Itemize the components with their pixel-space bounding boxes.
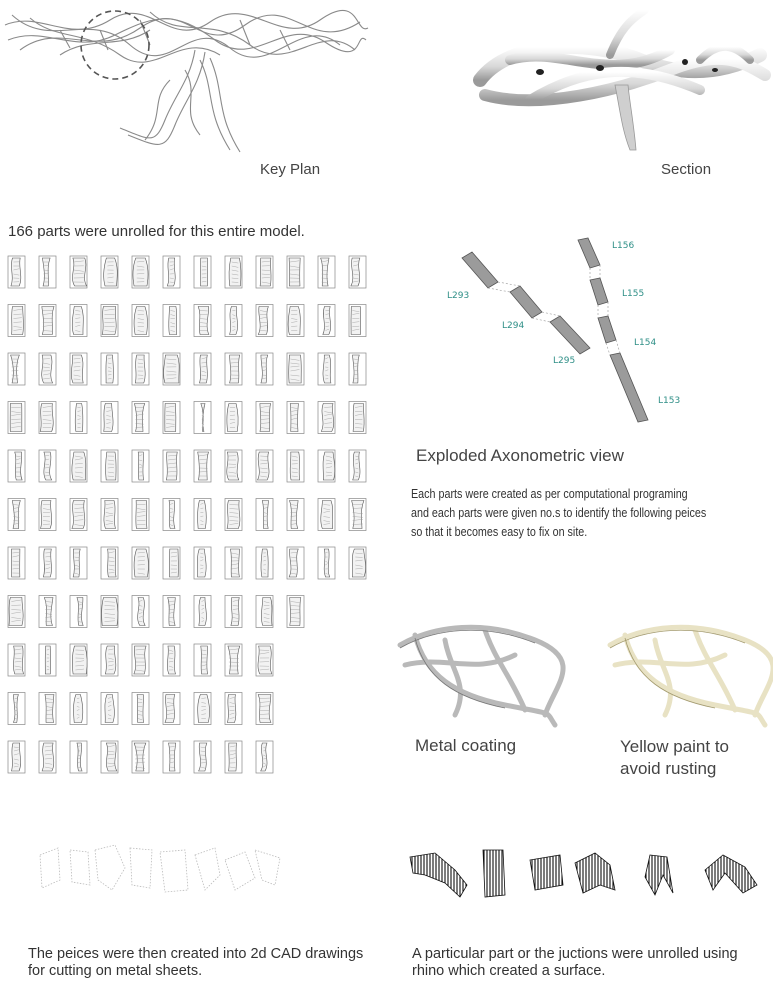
unrolled-part-thumbnail — [256, 256, 273, 288]
exploded-axonometric-drawing — [420, 230, 720, 430]
unrolled-part-thumbnail — [287, 596, 304, 628]
unrolled-part-thumbnail — [8, 353, 25, 385]
unrolled-part-thumbnail — [8, 499, 25, 531]
yellow-paint-caption-line: Yellow paint to — [620, 737, 730, 756]
metal-coating-render — [395, 615, 560, 730]
yellow-paint-caption-line: avoid rusting — [620, 759, 717, 778]
unrolled-part-thumbnail — [163, 741, 180, 773]
unrolled-part-thumbnail — [256, 305, 273, 337]
unrolled-part-thumbnail — [8, 596, 25, 628]
unrolled-part-thumbnail — [225, 741, 242, 773]
section-render — [470, 0, 770, 160]
unroll-caption-line: A particular part or the juctions were unrolled using — [412, 946, 738, 962]
unrolled-part-thumbnail — [318, 547, 335, 579]
unrolled-part-thumbnail — [225, 547, 242, 579]
unrolled-part-thumbnail — [101, 693, 118, 725]
exploded-description-line: so that it becomes easy to fix on site. — [411, 525, 588, 539]
unrolled-part-thumbnail — [287, 256, 304, 288]
unrolled-part-thumbnail — [101, 402, 118, 434]
unrolled-part-thumbnail — [318, 402, 335, 434]
unrolled-part-thumbnail — [39, 547, 56, 579]
metal-coating-caption: Metal coating — [415, 736, 517, 755]
yellow-paint-caption — [620, 736, 729, 780]
unrolled-part-thumbnail — [349, 402, 366, 434]
unrolled-part-thumbnail — [225, 596, 242, 628]
unrolled-part-thumbnail — [70, 596, 87, 628]
unrolled-part-thumbnail — [256, 353, 273, 385]
unrolled-part-thumbnail — [287, 450, 304, 482]
unrolled-part-thumbnail — [39, 256, 56, 288]
unrolled-part-thumbnail — [163, 256, 180, 288]
unrolled-part-thumbnail — [39, 596, 56, 628]
unrolled-part-thumbnail — [163, 499, 180, 531]
unrolled-part-thumbnail — [101, 644, 118, 676]
unrolled-part-thumbnail — [101, 741, 118, 773]
key-plan-drawing — [0, 0, 370, 160]
unrolled-part-thumbnail — [225, 256, 242, 288]
unrolled-part-thumbnail — [8, 305, 25, 337]
unrolled-part-thumbnail — [256, 741, 273, 773]
unrolled-part-thumbnail — [8, 644, 25, 676]
unrolled-part-thumbnail — [194, 596, 211, 628]
unrolled-part-thumbnail — [287, 353, 304, 385]
unrolled-part-thumbnail — [39, 402, 56, 434]
unrolled-part-thumbnail — [256, 547, 273, 579]
unrolled-part-thumbnail — [70, 644, 87, 676]
unrolled-part-thumbnail — [163, 693, 180, 725]
yellow-paint-render — [605, 615, 770, 730]
unrolled-part-thumbnail — [225, 644, 242, 676]
unrolled-part-thumbnail — [70, 499, 87, 531]
unrolled-part-thumbnail — [163, 644, 180, 676]
unrolled-part-thumbnail — [349, 305, 366, 337]
unrolled-part-thumbnail — [163, 596, 180, 628]
unrolled-part-thumbnail — [8, 741, 25, 773]
unrolled-part-thumbnail — [132, 402, 149, 434]
unroll-caption — [412, 946, 738, 980]
parts-intro-text: 166 parts were unrolled for this entire model. — [8, 223, 305, 240]
unrolled-part-thumbnail — [101, 305, 118, 337]
unrolled-part-thumbnail — [225, 693, 242, 725]
unrolled-part-thumbnail — [194, 741, 211, 773]
unrolled-part-thumbnail — [318, 305, 335, 337]
unrolled-part-thumbnail — [132, 644, 149, 676]
cad-caption-line: for cutting on metal sheets. — [28, 963, 203, 979]
unrolled-part-thumbnail — [194, 644, 211, 676]
unrolled-part-thumbnail — [194, 693, 211, 725]
unrolled-part-thumbnail — [163, 547, 180, 579]
unrolled-surfaces-drawing — [405, 845, 765, 905]
unrolled-part-thumbnail — [194, 353, 211, 385]
exploded-description — [411, 485, 706, 542]
unrolled-part-thumbnail — [132, 353, 149, 385]
unrolled-part-thumbnail — [101, 499, 118, 531]
unrolled-part-thumbnail — [70, 305, 87, 337]
label-l154: L154 — [634, 338, 657, 348]
unrolled-part-thumbnail — [70, 450, 87, 482]
unrolled-part-thumbnail — [349, 547, 366, 579]
unrolled-part-thumbnail — [101, 596, 118, 628]
unrolled-part-thumbnail — [225, 305, 242, 337]
label-l156: L156 — [612, 241, 635, 251]
unrolled-part-thumbnail — [70, 353, 87, 385]
cad-caption — [28, 946, 363, 980]
unrolled-part-thumbnail — [101, 450, 118, 482]
unrolled-part-thumbnail — [287, 547, 304, 579]
unrolled-part-thumbnail — [256, 499, 273, 531]
unrolled-part-thumbnail — [163, 305, 180, 337]
unrolled-part-thumbnail — [70, 402, 87, 434]
unrolled-part-thumbnail — [39, 644, 56, 676]
unrolled-part-thumbnail — [256, 450, 273, 482]
unrolled-part-thumbnail — [194, 499, 211, 531]
unrolled-part-thumbnail — [287, 305, 304, 337]
unrolled-part-thumbnail — [132, 450, 149, 482]
label-l293: L293 — [447, 291, 470, 301]
unrolled-part-thumbnail — [318, 256, 335, 288]
unrolled-part-thumbnail — [39, 741, 56, 773]
unrolled-part-thumbnail — [349, 499, 366, 531]
unrolled-part-thumbnail — [132, 596, 149, 628]
unrolled-part-thumbnail — [132, 741, 149, 773]
key-plan-caption: Key Plan — [260, 161, 321, 178]
unrolled-part-thumbnail — [225, 450, 242, 482]
unrolled-part-thumbnail — [70, 547, 87, 579]
unrolled-part-thumbnail — [256, 402, 273, 434]
unrolled-part-thumbnail — [8, 256, 25, 288]
unrolled-part-thumbnail — [132, 693, 149, 725]
cad-pieces-drawing — [30, 840, 290, 900]
unrolled-part-thumbnail — [8, 547, 25, 579]
unrolled-part-thumbnail — [39, 450, 56, 482]
unrolled-part-thumbnail — [318, 353, 335, 385]
unrolled-part-thumbnail — [287, 402, 304, 434]
unrolled-part-thumbnail — [256, 693, 273, 725]
unrolled-part-thumbnail — [8, 450, 25, 482]
unrolled-part-thumbnail — [39, 693, 56, 725]
unrolled-part-thumbnail — [318, 450, 335, 482]
exploded-description-line: and each parts were given no.s to identify the following peices — [411, 506, 707, 520]
unrolled-part-thumbnail — [225, 353, 242, 385]
unrolled-part-thumbnail — [349, 256, 366, 288]
section-caption: Section — [661, 161, 712, 178]
unrolled-part-thumbnail — [39, 305, 56, 337]
unrolled-part-thumbnail — [132, 499, 149, 531]
unrolled-part-thumbnail — [256, 644, 273, 676]
unrolled-part-thumbnail — [101, 256, 118, 288]
cad-caption-line: The peices were then created into 2d CAD drawings — [28, 946, 364, 962]
unrolled-part-thumbnail — [256, 596, 273, 628]
unrolled-part-thumbnail — [8, 693, 25, 725]
unrolled-part-thumbnail — [163, 450, 180, 482]
unrolled-part-thumbnail — [70, 256, 87, 288]
unrolled-part-thumbnail — [318, 499, 335, 531]
unrolled-part-thumbnail — [349, 450, 366, 482]
exploded-title: Exploded Axonometric view — [416, 446, 624, 465]
unrolled-part-thumbnail — [101, 547, 118, 579]
unrolled-part-thumbnail — [287, 499, 304, 531]
unrolled-part-thumbnail — [132, 305, 149, 337]
unrolled-part-thumbnail — [39, 353, 56, 385]
label-l294: L294 — [502, 321, 525, 331]
unrolled-part-thumbnail — [349, 353, 366, 385]
unrolled-parts-grid — [0, 250, 370, 780]
unrolled-part-thumbnail — [225, 402, 242, 434]
unrolled-part-thumbnail — [163, 402, 180, 434]
unrolled-part-thumbnail — [194, 547, 211, 579]
unrolled-part-thumbnail — [194, 450, 211, 482]
unrolled-part-thumbnail — [225, 499, 242, 531]
exploded-description-line: Each parts were created as per computational programing — [411, 487, 688, 501]
key-plan-highlight-circle — [81, 11, 149, 79]
unrolled-part-thumbnail — [132, 547, 149, 579]
unrolled-part-thumbnail — [163, 353, 180, 385]
label-l155: L155 — [622, 289, 645, 299]
unrolled-part-thumbnail — [132, 256, 149, 288]
unrolled-part-thumbnail — [70, 741, 87, 773]
unrolled-part-thumbnail — [194, 256, 211, 288]
unrolled-part-thumbnail — [70, 693, 87, 725]
unrolled-part-thumbnail — [101, 353, 118, 385]
unroll-caption-line: rhino which created a surface. — [412, 963, 606, 979]
unrolled-part-thumbnail — [8, 402, 25, 434]
unrolled-part-thumbnail — [194, 402, 211, 434]
unrolled-part-thumbnail — [194, 305, 211, 337]
unrolled-part-thumbnail — [39, 499, 56, 531]
label-l153: L153 — [658, 396, 681, 406]
label-l295: L295 — [553, 356, 576, 366]
